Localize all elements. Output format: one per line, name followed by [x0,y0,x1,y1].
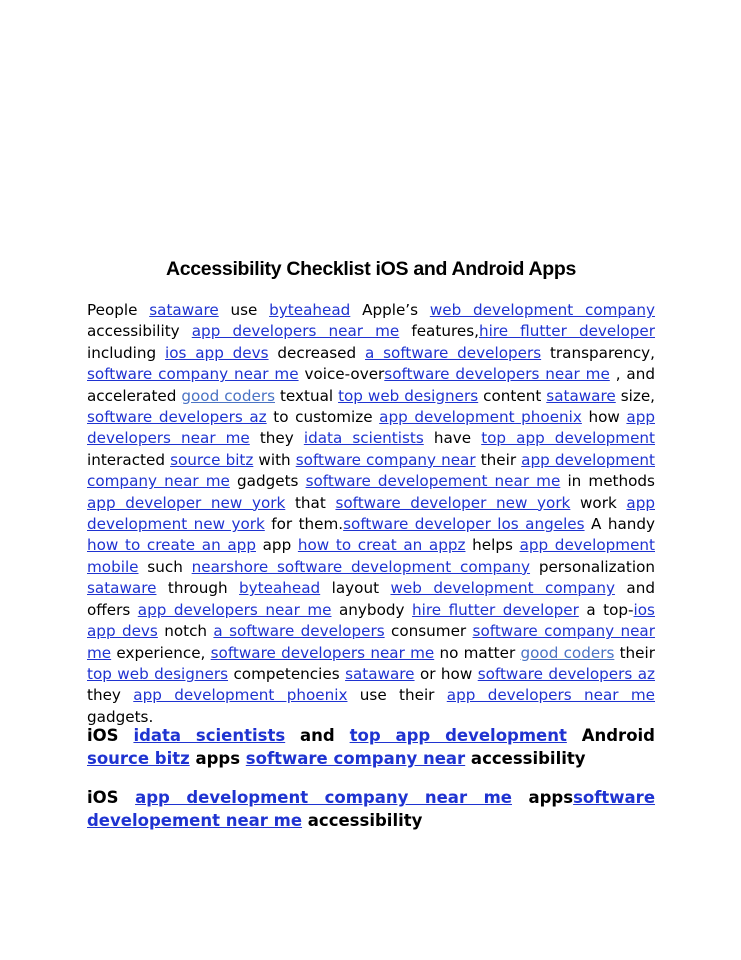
text-run: personalization [530,557,656,576]
inline-link[interactable]: web development company [390,579,615,598]
text-run: a top- [578,600,634,619]
inline-link[interactable]: software developers near me [384,365,610,384]
text-run: use their [347,686,447,705]
text-run: notch [157,622,214,641]
inline-link[interactable]: app development company near me [135,788,512,807]
text-run: and [285,726,350,745]
text-run: iOS [87,726,134,745]
text-run: A handy [584,515,656,534]
text-run: consumer [384,622,473,641]
inline-link[interactable]: idata scientists [303,429,424,448]
inline-link[interactable]: software company near [295,450,476,469]
inline-link[interactable]: software developers az [477,664,656,683]
inline-link[interactable]: ios app devs [87,600,655,641]
text-run: for them. [264,515,344,534]
text-run: iOS [87,788,136,807]
text-run: their [475,450,522,469]
inline-link[interactable]: source bitz [87,749,190,768]
inline-link[interactable]: app developers near me [446,686,656,705]
inline-link[interactable]: top web designers [338,386,479,405]
inline-link[interactable]: a software developers [213,622,385,641]
inline-link[interactable]: app development new york [87,493,655,534]
text-run: features, [399,322,479,341]
inline-link[interactable]: sataware [149,301,219,319]
text-run: with [253,450,296,469]
text-run: transparency, [541,343,655,362]
inline-link[interactable]: app developers near me [87,408,655,448]
text-run: size, [615,386,655,405]
text-run: apps [189,749,246,768]
inline-link[interactable]: hire flutter developer [478,322,655,341]
text-run: app [255,536,298,555]
text-run: work [570,493,627,512]
inline-link[interactable]: software developer los angeles [343,515,585,534]
text-run: accessibility [87,322,192,341]
inline-link[interactable]: software developers near me [210,643,435,662]
inline-link[interactable]: ios app devs [165,343,269,362]
inline-link[interactable]: a software developers [364,343,542,362]
text-run: use [218,301,270,319]
inline-link[interactable]: nearshore software development company [191,557,531,576]
text-run: to customize [266,408,380,427]
inline-link[interactable]: sataware [87,579,157,598]
inline-link[interactable]: app development phoenix [133,686,348,705]
text-run: layout [320,579,391,598]
text-run: experience, [111,643,211,662]
text-run: through [156,579,240,598]
text-run: Apple’s [350,301,430,319]
inline-link[interactable]: software company near me [87,622,655,662]
text-run: gadgets. [87,707,154,726]
text-run: voice-over [298,365,385,384]
text-run: or how [414,664,478,683]
inline-link[interactable]: hire flutter developer [412,600,579,619]
text-run: decreased [268,343,365,362]
inline-link[interactable]: top app development [349,726,567,745]
text-run: how [581,408,627,427]
inline-link[interactable]: sataware [546,386,616,405]
text-run: Android [566,726,655,745]
text-run: , and accelerated [87,365,655,405]
inline-link[interactable]: software developement near me [87,788,656,830]
text-run: that [285,493,336,512]
inline-link[interactable]: app development phoenix [379,408,582,427]
text-run: People [87,301,150,319]
text-run: they [87,686,134,705]
text-run: including [87,343,165,362]
sub-heading-1 [87,724,655,770]
text-run: gadgets [229,472,306,491]
text-run: no matter [434,643,521,662]
inline-link[interactable]: byteahead [239,579,321,598]
text-run: textual [275,386,339,405]
inline-link[interactable]: source bitz [170,450,254,469]
text-run: they [249,429,304,448]
inline-link[interactable]: app developers near me [191,322,400,341]
inline-link[interactable]: app development company near me [87,450,656,491]
inline-link[interactable]: app developer new york [87,493,286,512]
inline-link[interactable]: software developers az [87,408,267,427]
text-run: accessibility [465,749,586,768]
inline-link[interactable]: top app development [481,429,655,448]
inline-link[interactable]: how to creat an appz [297,536,466,555]
inline-link[interactable]: how to create an app [87,536,256,555]
text-run: and offers [87,579,655,619]
inline-link[interactable]: web development company [429,301,655,319]
inline-link[interactable]: good coders [520,643,615,662]
inline-link[interactable]: idata scientists [133,726,286,745]
text-run: have [423,429,482,448]
inline-link[interactable]: byteahead [269,301,351,319]
text-run: their [614,643,655,662]
inline-link[interactable]: app developers near me [137,600,332,619]
text-run: content [478,386,547,405]
body-paragraph [87,300,655,728]
inline-link[interactable]: software developement near me [305,472,561,491]
text-run: anybody [331,600,412,619]
inline-link[interactable]: software company near me [87,365,299,384]
inline-link[interactable]: good coders [181,386,275,405]
text-run: such [138,557,192,576]
sub-heading-2 [87,786,655,832]
text-run: helps [465,536,520,555]
text-run: interacted [87,450,171,469]
text-run: apps [511,788,574,807]
text-run: competencies [228,664,346,683]
inline-link[interactable]: sataware [345,664,415,683]
inline-link[interactable]: software company near [245,749,466,768]
inline-link[interactable]: app development mobile [87,536,655,576]
text-run: accessibility [302,811,423,830]
inline-link[interactable]: software developer new york [335,493,571,512]
inline-link[interactable]: top web designers [87,664,229,683]
document-title: Accessibility Checklist iOS and Android Apps [165,258,577,280]
text-run: in methods [560,472,655,491]
